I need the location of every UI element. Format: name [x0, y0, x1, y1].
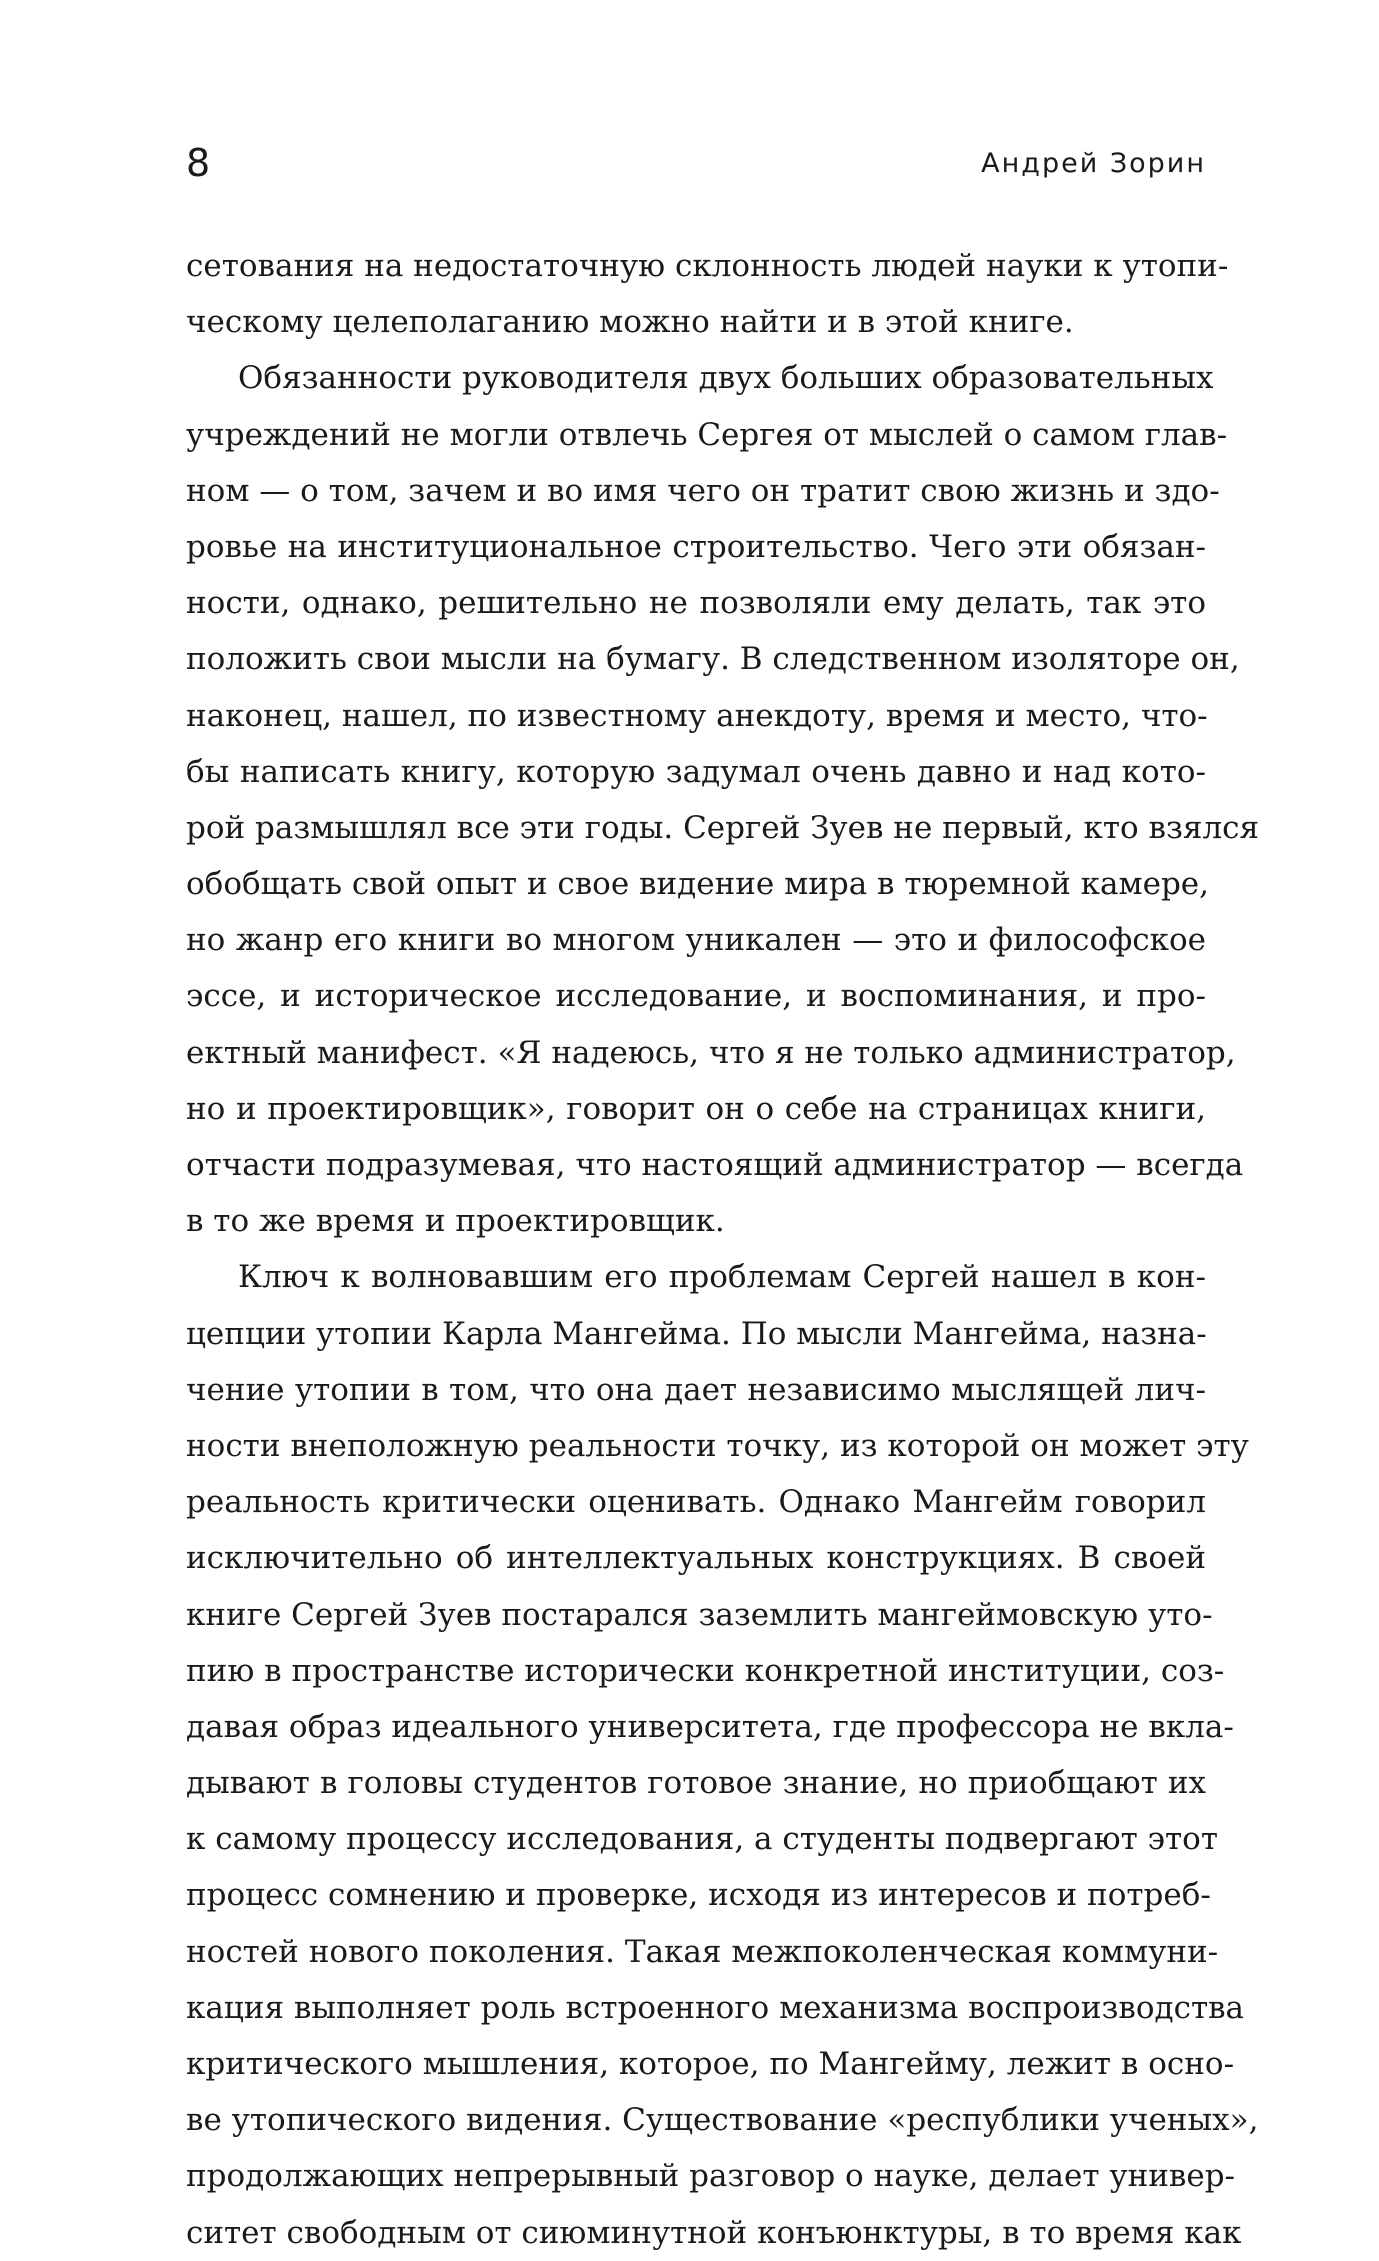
- body-text: [186, 238, 1260, 2261]
- text-line: продолжающих непрерывный разговор о науке, делает универ-: [186, 2158, 1236, 2195]
- text-line: реальность критически оценивать. Однако Мангейм говорил: [186, 1484, 1206, 1521]
- running-head-author: Андрей Зорин: [981, 148, 1206, 179]
- text-line: в то же время и проектировщик.: [186, 1203, 725, 1240]
- text-line: к самому процессу исследования, а студенты подвергают этот: [186, 1821, 1218, 1858]
- text-line: чение утопии в том, что она дает независимо мыслящей лич-: [186, 1371, 1206, 1408]
- text-line: ном — о том, зачем и во имя чего он тратит свою жизнь и здо-: [186, 472, 1220, 509]
- text-line: ситет свободным от сиюминутной конъюнктуры, в то время как: [186, 2214, 1242, 2251]
- page-number: 8: [186, 141, 211, 185]
- text-line: рой размышлял все эти годы. Сергей Зуев не первый, кто взялся: [186, 809, 1260, 846]
- running-head: [186, 138, 1206, 188]
- text-line: но и проектировщик», говорит он о себе на страницах книги,: [186, 1090, 1206, 1127]
- text-line: положить свои мысли на бумагу. В следственном изоляторе он,: [186, 641, 1240, 678]
- text-line: дывают в головы студентов готовое знание, но приобщают их: [186, 1765, 1206, 1802]
- text-line: ческому целеполаганию можно найти и в этой книге.: [186, 304, 1074, 341]
- text-line: но жанр его книги во многом уникален — это и философское: [186, 922, 1206, 959]
- text-line: ности внеположную реальности точку, из которой он может эту: [186, 1427, 1249, 1464]
- text-line: ностей нового поколения. Такая межпоколенческая коммуни-: [186, 1933, 1219, 1970]
- text-line: кация выполняет роль встроенного механизма воспроизводства: [186, 1989, 1245, 2026]
- text-line: отчасти подразумевая, что настоящий администратор — всегда: [186, 1147, 1244, 1183]
- text-line: давая образ идеального университета, где профессора не вкла-: [186, 1708, 1234, 1745]
- text-line: процесс сомнению и проверке, исходя из интересов и потреб-: [186, 1877, 1211, 1914]
- text-line: критического мышления, которое, по Мангейму, лежит в осно-: [186, 2046, 1235, 2082]
- text-line: цепции утопии Карла Мангейма. По мысли Мангейма, назна-: [186, 1315, 1207, 1352]
- text-line: книге Сергей Зуев постарался заземлить мангеймовскую уто-: [186, 1596, 1213, 1633]
- text-line: ве утопического видения. Существование «республики ученых»,: [186, 2102, 1259, 2139]
- text-line: бы написать книгу, которую задумал очень давно и над кото-: [186, 753, 1206, 790]
- text-line: наконец, нашел, по известному анекдоту, время и место, что-: [186, 697, 1208, 734]
- text-line: эссе, и историческое исследование, и воспоминания, и про-: [186, 978, 1206, 1015]
- text-line: сетования на недостаточную склонность людей науки к утопи-: [186, 248, 1229, 284]
- text-line: исключительно об интеллектуальных конструкциях. В своей: [186, 1540, 1206, 1577]
- text-line: ности, однако, решительно не позволяли ему делать, так это: [186, 585, 1206, 622]
- text-line: Ключ к волновавшим его проблемам Сергей нашел в кон-: [238, 1259, 1206, 1296]
- text-line: пию в пространстве исторически конкретной институции, соз-: [186, 1652, 1225, 1689]
- text-line: учреждений не могли отвлечь Сергея от мыслей о самом глав-: [186, 416, 1228, 453]
- text-line: ровье на институциональное строительство. Чего эти обязан-: [186, 528, 1206, 565]
- text-line: Обязанности руководителя двух больших образовательных: [238, 360, 1214, 397]
- text-line: ектный манифест. «Я надеюсь, что я не только администратор,: [186, 1034, 1236, 1071]
- text-line: обобщать свой опыт и свое видение мира в тюремной камере,: [186, 866, 1209, 903]
